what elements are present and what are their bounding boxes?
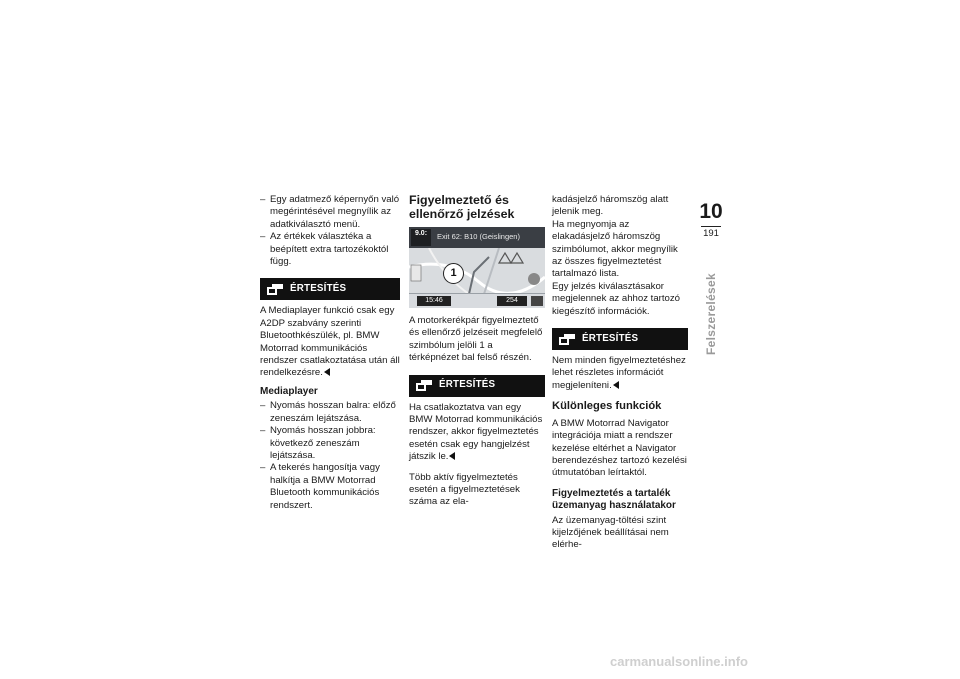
navigation-screenshot	[409, 227, 545, 308]
column-3	[552, 194, 688, 552]
chapter-divider	[701, 226, 721, 227]
notice-banner	[260, 278, 400, 300]
speed-box: 9.0:	[411, 229, 431, 246]
notice-label: ÉRTESÍTÉS	[582, 332, 639, 344]
page-number: 191	[703, 228, 719, 239]
bullet-item: – Az értékek választéka a beépített extra tartozékoktól függ.	[260, 231, 389, 268]
section-heading: Figyelmeztető és ellenőrző jelzések	[409, 193, 515, 221]
bullet-item: – Nyomás hosszan jobbra: következő zeneszám lejátszása.	[260, 425, 376, 461]
bullet-item: – Nyomás hosszan balra: előző zeneszám lejátszása.	[260, 400, 396, 424]
exit-label: Exit 62: B10 (Geislingen)	[437, 232, 520, 241]
notice-banner	[409, 375, 545, 397]
end-mark-icon	[324, 368, 330, 376]
notice-label: ÉRTESÍTÉS	[290, 283, 347, 295]
paragraph: A BMW Motorrad Navigator integrációja miatt a rendszer kezelése eltérhet a Navigator berendezéshez tartozó kezelési útmutatóban leírtaktól.	[552, 417, 687, 479]
notice-hand-icon	[552, 328, 582, 350]
paragraph: A motorkerékpár figyelmeztető és ellenőrző jelzéseit megfelelő szimbólum jelöli 1 a térképnézet bal felső részén.	[409, 315, 543, 364]
distance-box: 254	[497, 296, 527, 306]
notice-hand-icon	[409, 375, 439, 397]
time-box: 15:46	[417, 296, 451, 306]
notice-hand-icon	[260, 278, 290, 300]
bullet-item: – Egy adatmező képernyőn való megérintésével megnyílik az adatkiválasztó menü.	[260, 194, 400, 230]
paragraph: Az üzemanyag-töltési szint kijelzőjének beállításai nem elérhe-	[552, 514, 669, 551]
notice-banner	[552, 328, 688, 350]
menu-icon	[531, 296, 543, 306]
paragraph: Több aktív figyelmeztetés esetén a figyelmeztetések száma az ela-	[409, 471, 520, 508]
column-1	[260, 194, 400, 512]
column-2	[409, 194, 545, 509]
subheading: Figyelmeztetés a tartalék üzemanyag használatakor	[552, 487, 676, 512]
notice-label: ÉRTESÍTÉS	[439, 379, 496, 391]
paragraph: Ha megnyomja az elakadásjelző háromszög szimbólumot, akkor megnyílik az összes figyelmeztetést tartalmazó lista.	[552, 218, 678, 280]
subheading-mediaplayer: Mediaplayer	[260, 385, 318, 397]
section-heading: Különleges funkciók	[552, 400, 662, 413]
section-tab-title: Felszerelések	[704, 273, 718, 355]
paragraph: Egy jelzés kiválasztásakor megjelennek az ahhoz tartozó kiegészítő információk.	[552, 280, 680, 317]
notice-text: Ha csatlakoztatva van egy BMW Motorrad kommunikációs rendszer, akkor figyelmeztetés esetén csak egy hangjelzést játszik le.	[409, 401, 543, 463]
footer-watermark: carmanualsonline.info	[610, 654, 748, 669]
callout-1: 1	[443, 263, 464, 284]
chapter-number: 10	[699, 200, 723, 223]
end-mark-icon	[449, 452, 455, 460]
bullet-item: – A tekerés hangosítja vagy halkítja a BMW Motorrad Bluetooth kommunikációs rendszert.	[260, 462, 380, 511]
notice-text: Nem minden figyelmeztetéshez lehet részletes információt megjeleníteni.	[552, 355, 686, 391]
paragraph: kadásjelző háromszög alatt jelenik meg.	[552, 194, 669, 218]
notice-text: A Mediaplayer funkció csak egy A2DP szabvány szerinti Bluetoothkészülék, pl. BMW Motorrad kommunikációs rendszer csatlakoztatása után áll rendelkezésre.	[260, 305, 400, 379]
end-mark-icon	[613, 381, 619, 389]
